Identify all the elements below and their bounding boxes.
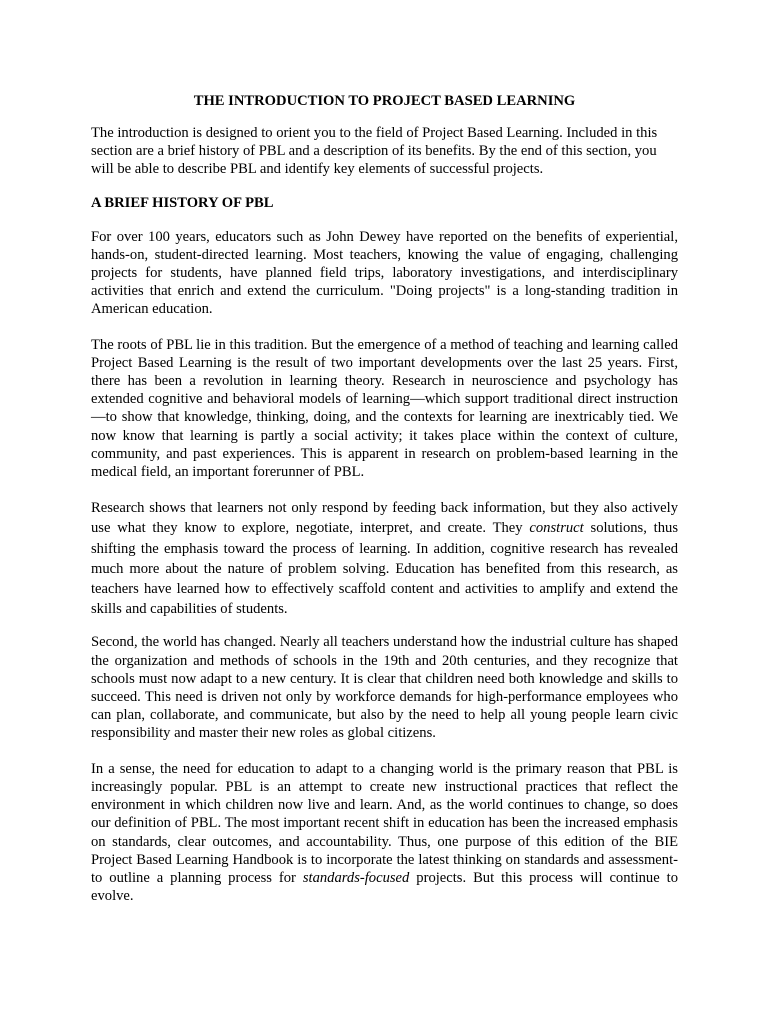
emphasis-construct: construct	[529, 520, 584, 537]
paragraph-history-3	[91, 498, 678, 619]
paragraph-history-3-before: Research shows that learners not only respond by feeding back information, but they also actively use what they know to explore, negotiate, interpret, and create. They	[91, 500, 678, 537]
paragraph-history-5-after: projects. But this process will continue to evolve.	[91, 869, 678, 905]
intro-paragraph: The introduction is designed to orient you to the field of Project Based Learning. Included in this section are a brief history of PBL and a description of its benefits. By the end of this section, you will be able to describe PBL and identify key elements of successful projects.	[91, 125, 658, 178]
document-title: THE INTRODUCTION TO PROJECT BASED LEARNING	[193, 93, 576, 109]
paragraph-history-4: Second, the world has changed. Nearly all teachers understand how the industrial culture has shaped the organization and methods of schools in the 19th and 20th centuries, and they recognize that schools must now adapt to a new century. It is clear that children need both knowledge and skills to succeed. This need is driven not only by workforce demands for high-performance employees who can plan, collaborate, and communicate, but also by the need to help all young people learn civic responsibility and master their new roles as global citizens.	[91, 634, 678, 742]
paragraph-history-5-before: In a sense, the need for education to adapt to a changing world is the primary reason that PBL is increasingly popular. PBL is an attempt to create new instructional practices that reflect the environment in which children now live and learn. And, as the world continues to change, so does our definition of PBL. The most important recent shift in education has been the increased emphasis on standards, clear outcomes, and accountability. Thus, one purpose of this edition of the BIE Project Based Learning Handbook is to incorporate the latest thinking on standards and assessment-to outline a planning process for	[91, 760, 678, 886]
emphasis-standards-focused: standards-focused	[302, 869, 410, 886]
paragraph-history-1: For over 100 years, educators such as John Dewey have reported on the benefits of experiential, hands-on, student-directed learning. Most teachers, knowing the value of engaging, challenging projects for students, have planned field trips, laboratory investigations, and interdisciplinary activities that enrich and extend the curriculum. "Doing projects" is a long-standing tradition in American education.	[91, 228, 678, 318]
paragraph-history-2: The roots of PBL lie in this tradition. But the emergence of a method of teaching and learning called Project Based Learning is the result of two important developments over the last 25 years. First, there has been a revolution in learning theory. Research in neuroscience and psychology has extended cognitive and behavioral models of learning—which support traditional direct instruction—to show that knowledge, thinking, doing, and the contexts for learning are inextricably tied. We now know that learning is partly a social activity; it takes place within the context of culture, community, and past experiences. This is apparent in research on problem-based learning in the medical field, an important forerunner of PBL.	[91, 336, 678, 481]
paragraph-history-5	[91, 760, 678, 906]
paragraph-history-3-after: solutions, thus shifting the emphasis toward the process of learning. In addition, cognitive research has revealed much more about the nature of problem solving. Education has benefited from this research, as teachers have learned how to effectively scaffold content and activities to amplify and extend the skills and capabilities of students.	[91, 520, 678, 618]
section-heading: A BRIEF HISTORY OF PBL	[91, 194, 274, 211]
